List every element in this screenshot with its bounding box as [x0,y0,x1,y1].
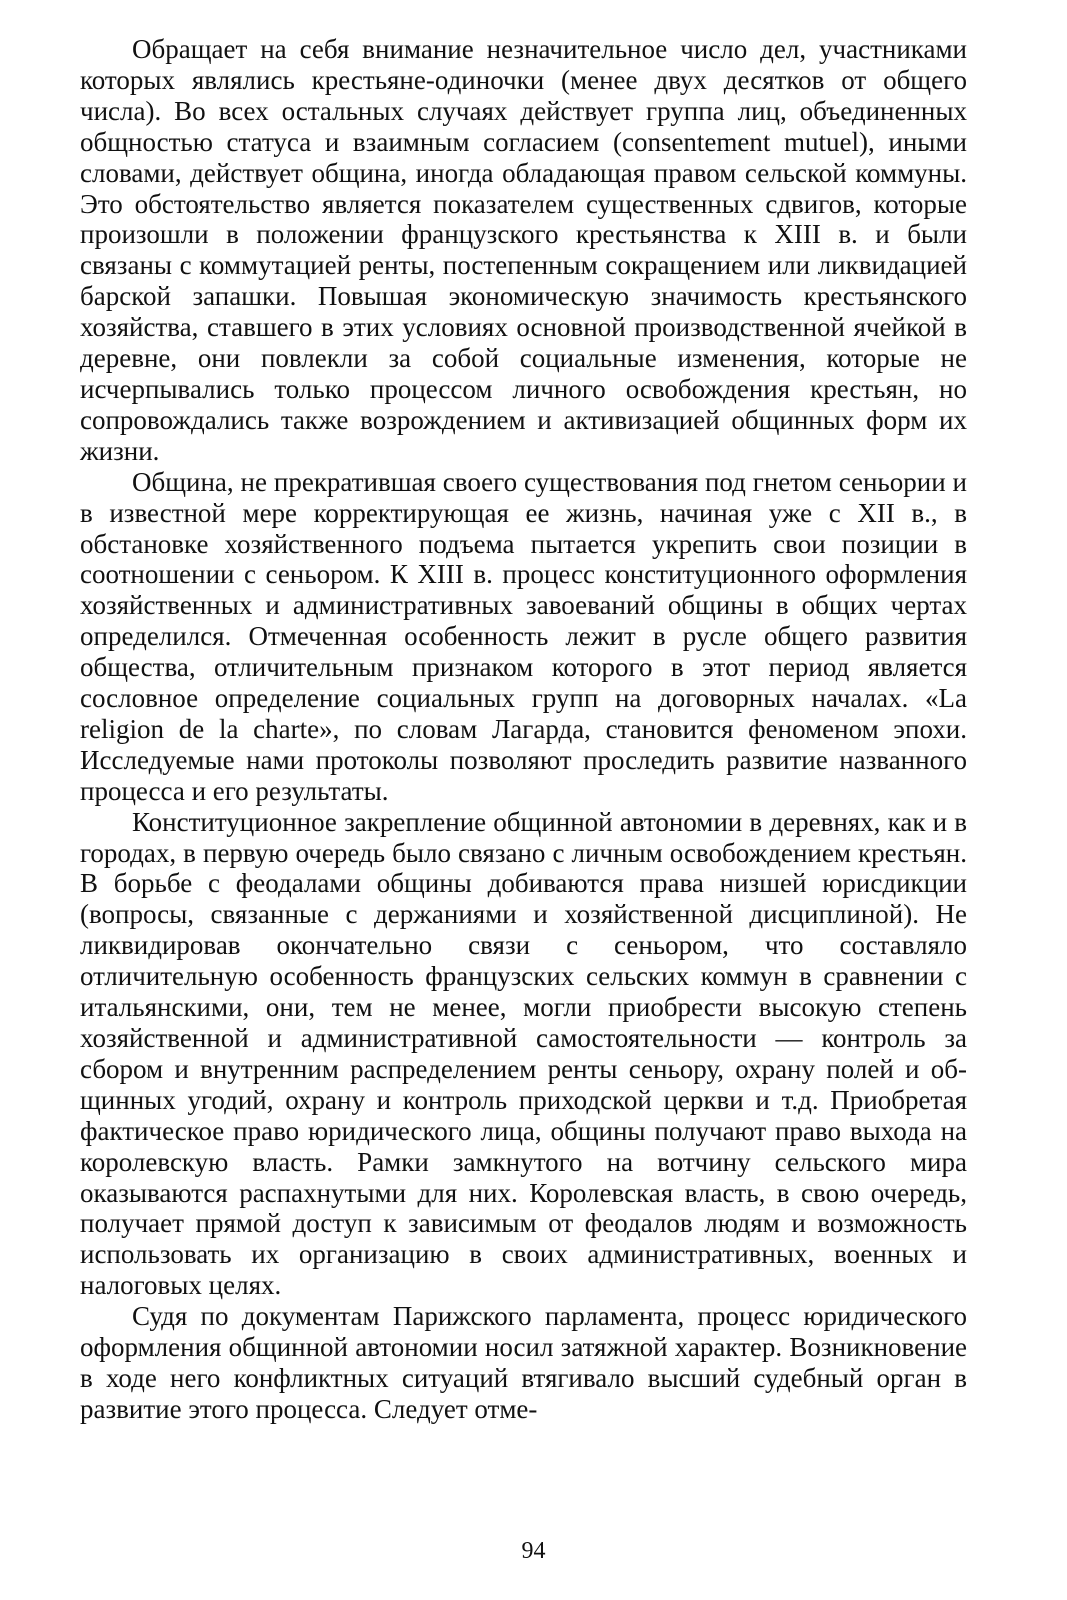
page-body [80,34,967,1425]
paragraph-2: Община, не прекратившая своего существования под гнетом сеньории и в известной мере корректирующая ее жизнь, начиная уже с XII в., в обстановке хозяйственного подъема пытается укрепить свои позиции в соотношении с сеньором. К XIII в. процесс конституционного оформления хозяйственных и административных завоеваний общины в общих чертах определился. Отмеченная особенность лежит в русле общего развития общества, отличительным признаком которого в этот период является сословное определение социальных групп на договорных началах. «La religion de la charte», по словам Лагарда, становится феноменом эпохи. Исследуемые нами протоколы позволяют проследить развитие названного процесса и его результаты. [80,466,967,806]
paragraph-4: Судя по документам Парижского парламента, процесс юридического оформления общинной автономии носил затяжной характер. Возникновение в ходе него конфликтных ситуаций втягивало высший судебный орган в развитие этого процесса. Следует отме- [80,1301,967,1424]
paragraph-3: Конституционное закрепление общинной автономии в деревнях, как и в городах, в первую очередь было связано с личным освобождением крестьян. В борьбе с феодалами общины добиваются права низшей юрисдикции (вопросы, связанные с держаниями и хозяйственной дисциплиной). Не ликвидировав окончательно связи с сеньором, что составляло отличительную особенность французских сельских коммун в сравнении с итальянскими, они, тем не менее, могли приобрести высокую степень хозяйственной и административной самостоятельности — контроль за сбором и внутренним распределением ренты сеньору, охрану полей и общинных угодий, охрану и контроль приходской церкви и т.д. Приобретая фактическое право юридического лица, общины получают право выхода на королевскую власть. Рамки замкнутого на вотчину сельского мира оказываются распахнутыми для них. Королевская власть, в свою очередь, получает прямой доступ к зависимым от феодалов людям и возможность использовать их организацию в своих административных, военных и налоговых целях. [80,806,967,1301]
page-number: 94 [521,1538,546,1564]
paragraph-1: Обращает на себя внимание незначительное число дел, участниками которых являлись крестьяне-одиночки (менее двух десятков от общего числа). Во всех остальных случаях действует группа лиц, объединенных общностью статуса и взаимным согласием (consentement mutuel), иными словами, действует община, иногда обладающая правом сельской коммуны. Это обстоятельство является показателем существенных сдвигов, которые произошли в положении французского крестьянства к XIII в. и были связаны с коммутацией ренты, постепенным сокращением или ликвидацией барской запашки. Повышая экономическую значимость крестьянского хозяйства, ставшего в этих условиях основной производственной ячейкой в деревне, они повлекли за собой социальные изменения, которые не исчерпывались только процессом личного освобождения крестьян, но сопровождались также возрождением и активизацией общинных форм их жизни. [80,34,967,466]
